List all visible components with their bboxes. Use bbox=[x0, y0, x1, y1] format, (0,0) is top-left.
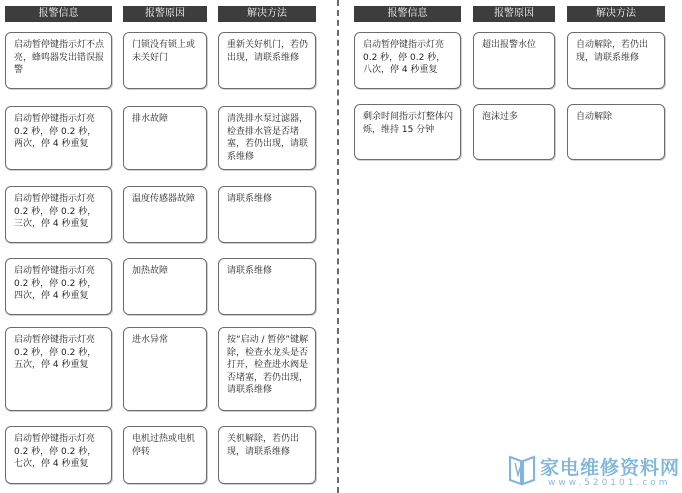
right-header-alarm-info: 报警信息 bbox=[354, 6, 461, 22]
solution-cell: 自动解除，若仍出现，请联系维修 bbox=[567, 32, 665, 89]
alarm-info-cell: 启动暂停键指示灯亮 0.2 秒，停 0.2 秒，八次，停 4 秒重复 bbox=[354, 32, 461, 89]
alarm-info-cell: 启动暂停键指示灯亮 0.2 秒，停 0.2 秒，三次，停 4 秒重复 bbox=[5, 186, 112, 243]
alarm-info-cell: 启动暂停键指示灯不点亮，蜂鸣器发出错误报警 bbox=[5, 32, 112, 89]
watermark-text: 家电维修资料网 bbox=[540, 457, 681, 479]
solution-cell: 自动解除 bbox=[567, 104, 665, 160]
alarm-info-cell: 启动暂停键指示灯亮 0.2 秒，停 0.2 秒，七次，停 4 秒重复 bbox=[5, 426, 112, 484]
right-header-alarm-cause: 报警原因 bbox=[473, 6, 555, 22]
left-header-alarm-cause: 报警原因 bbox=[123, 6, 207, 22]
column-divider bbox=[337, 0, 339, 493]
alarm-info-cell: 启动暂停键指示灯亮 0.2 秒，停 0.2 秒，五次，停 4 秒重复 bbox=[5, 327, 112, 411]
alarm-cause-cell: 门锁没有锁上或未关好门 bbox=[123, 32, 207, 89]
solution-cell: 清洗排水泵过滤器，检查排水管是否堵塞，若仍出现，请联系维修 bbox=[218, 106, 316, 170]
alarm-cause-cell: 泡沫过多 bbox=[473, 104, 555, 160]
left-header-solution: 解决方法 bbox=[218, 6, 316, 22]
solution-cell: 重新关好机门，若仍出现，请联系维修 bbox=[218, 32, 316, 89]
alarm-cause-cell: 进水异常 bbox=[123, 327, 207, 411]
alarm-info-cell: 启动暂停键指示灯亮 0.2 秒，停 0.2 秒，四次，停 4 秒重复 bbox=[5, 258, 112, 315]
alarm-info-cell: 剩余时间指示灯整体闪烁，维持 15 分钟 bbox=[354, 104, 461, 160]
alarm-cause-cell: 温度传感器故障 bbox=[123, 186, 207, 243]
solution-cell: 按“启动 / 暂停”键解除，检查水龙头是否打开，检查进水阀是否堵塞，若仍出现，请联系维修 bbox=[218, 327, 316, 411]
right-header-solution: 解决方法 bbox=[567, 6, 665, 22]
alarm-cause-cell: 排水故障 bbox=[123, 106, 207, 170]
solution-cell: 关机解除，若仍出现，请联系维修 bbox=[218, 426, 316, 484]
solution-cell: 请联系维修 bbox=[218, 186, 316, 243]
alarm-info-cell: 启动暂停键指示灯亮 0.2 秒，停 0.2 秒，两次，停 4 秒重复 bbox=[5, 106, 112, 170]
solution-cell: 请联系维修 bbox=[218, 258, 316, 315]
watermark-url: www.520101.com bbox=[548, 478, 671, 488]
alarm-cause-cell: 加热故障 bbox=[123, 258, 207, 315]
left-header-alarm-info: 报警信息 bbox=[5, 6, 112, 22]
alarm-cause-cell: 超出报警水位 bbox=[473, 32, 555, 89]
alarm-cause-cell: 电机过热或电机停转 bbox=[123, 426, 207, 484]
book-logo-icon bbox=[507, 451, 537, 487]
